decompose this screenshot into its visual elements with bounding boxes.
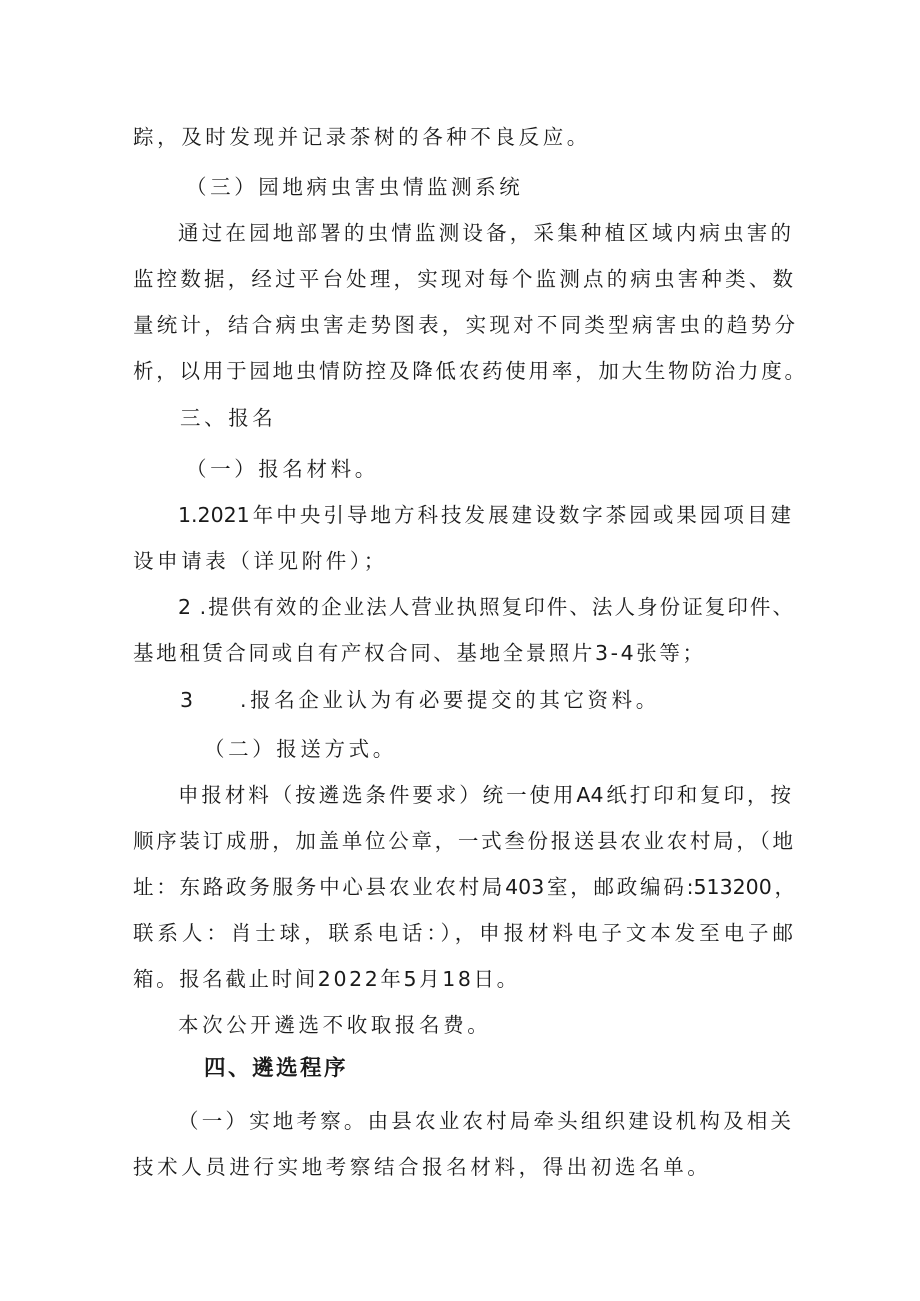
section-heading-selection-procedure: 四、遴选程序 bbox=[204, 1056, 349, 1081]
fee-note: 本次公开遴选不收取报名费。 bbox=[178, 1013, 492, 1037]
list-item-2-line: 基地租赁合同或自有产权合同、基地全景照片3-4张等； bbox=[133, 641, 706, 665]
list-item-3-number: 3 bbox=[180, 688, 197, 712]
subsection-heading-pest-monitoring: （三）园地病虫害虫情监测系统 bbox=[186, 175, 524, 199]
list-item-3-text: .报名企业认为有必要提交的其它资料。 bbox=[240, 688, 660, 712]
paragraph-line: 通过在园地部署的虫情监测设备，采集种植区域内病虫害的 bbox=[178, 221, 791, 245]
list-item-2-line: 2 .提供有效的企业法人营业执照复印件、法人身份证复印件、 bbox=[178, 595, 793, 619]
paragraph-line: （一）实地考察。由县农业农村局牵头组织建设机构及相关 bbox=[178, 1109, 791, 1133]
paragraph-line: 析，以用于园地虫情防控及降低农药使用率，加大生物防治力度。 bbox=[133, 359, 805, 383]
subsection-heading-submission: （二）报送方式。 bbox=[204, 737, 397, 761]
paragraph-line: 申报材料（按遴选条件要求）统一使用A4纸打印和复印，按 bbox=[178, 783, 791, 807]
paragraph-line: 技术人员进行实地考察结合报名材料，得出初选名单。 bbox=[133, 1155, 712, 1179]
subsection-heading-materials: （一）报名材料。 bbox=[186, 457, 379, 481]
paragraph-line: 量统计，结合病虫害走势图表，实现对不同类型病害虫的趋势分 bbox=[133, 313, 795, 337]
text-line-continuation: 踪，及时发现并记录茶树的各种不良反应。 bbox=[133, 125, 591, 149]
paragraph-line: 联系人：肖士球，联系电话：），申报材料电子文本发至电子邮 bbox=[133, 921, 793, 945]
list-item-1-line: 1.2021年中央引导地方科技发展建设数字茶园或果园项目建 bbox=[178, 503, 791, 527]
paragraph-line: 址：东路政务服务中心县农业农村局403室，邮政编码:513200， bbox=[133, 875, 795, 899]
paragraph-line: 箱。报名截止时间2022年5月18日。 bbox=[133, 967, 520, 991]
paragraph-line: 监控数据，经过平台处理，实现对每个监测点的病虫害种类、数 bbox=[133, 267, 793, 291]
list-item-1-line: 设申请表（详见附件）； bbox=[133, 549, 388, 573]
section-heading-registration: 三、报名 bbox=[180, 406, 277, 430]
paragraph-line: 顺序装订成册，加盖单位公章，一式叁份报送县农业农村局，（地 bbox=[133, 829, 793, 853]
